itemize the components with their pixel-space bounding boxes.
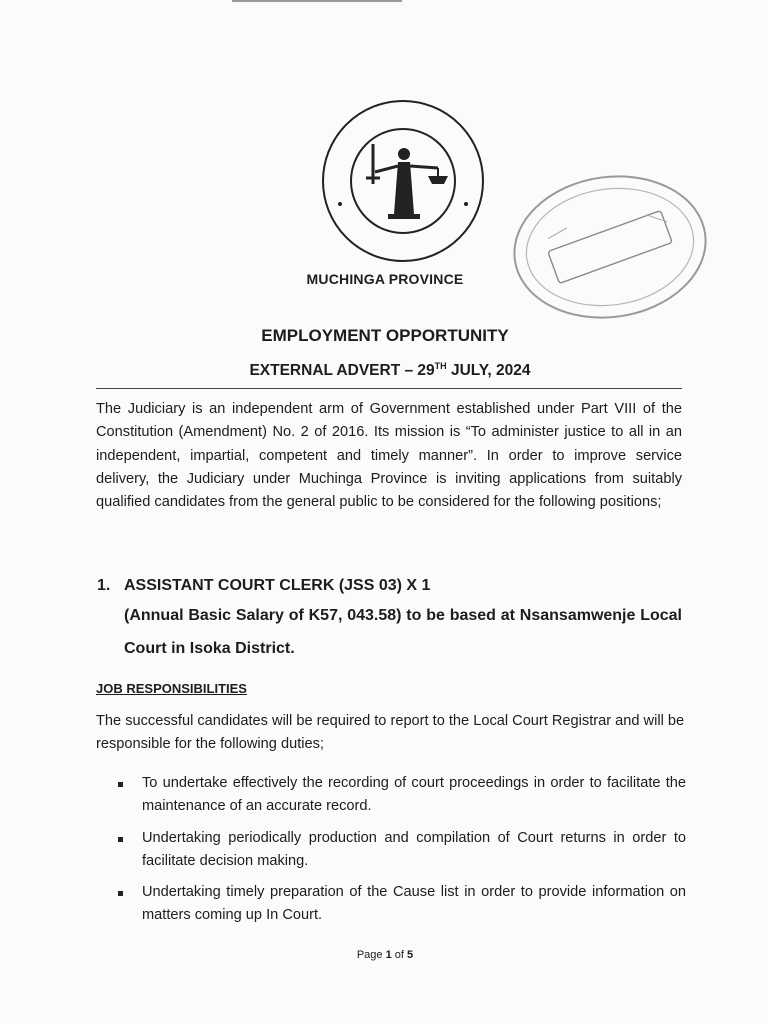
- duty-text: Undertaking timely preparation of the Cause list in order to provide information on matters coming up In Court.: [142, 884, 686, 924]
- judiciary-seal-logo: [318, 96, 488, 266]
- page-title: EMPLOYMENT OPPORTUNITY: [261, 326, 509, 345]
- position-number: 1.: [97, 577, 111, 594]
- advert-date-suffix: JULY, 2024: [446, 362, 531, 380]
- bullet-icon: [118, 837, 123, 842]
- duty-text: Undertaking periodically production and compilation of Court returns in order to facilitate decision making.: [142, 829, 686, 869]
- page-total: 5: [407, 949, 414, 961]
- position-title: ASSISTANT COURT CLERK (JSS 03) X 1: [124, 577, 431, 594]
- advert-date: [205, 361, 575, 380]
- page-number: [330, 949, 440, 961]
- received-stamp: [501, 159, 720, 335]
- page-of: of: [394, 949, 404, 961]
- bullet-icon: [118, 891, 123, 896]
- advert-date-prefix: EXTERNAL ADVERT – 29: [249, 362, 435, 380]
- list-item: [118, 827, 686, 874]
- list-item: [118, 772, 686, 819]
- responsibilities-intro: The successful candidates will be required to report to the Local Court Registrar and will be responsible for the following duties;: [96, 713, 685, 753]
- top-rule: [232, 0, 402, 2]
- intro-paragraph: The Judiciary is an independent arm of Government established under Part VIII of the Constitution (Amendment) No. 2 of 2016. Its mission is “To administer justice to all in an independent, impartial, competent and timely manner”. In order to improve service delivery, the Judiciary under Muchinga Province is inviting applications from suitably qualified candidates from the general public to be considered for the following positions;: [96, 401, 682, 511]
- page-label: Page: [356, 949, 383, 961]
- duty-text: To undertake effectively the recording of court proceedings in order to facilitate the maintenance of an accurate record.: [142, 775, 686, 815]
- bullet-icon: [118, 782, 123, 787]
- duties-list: [118, 772, 686, 936]
- advert-date-ordinal: TH: [434, 361, 447, 371]
- responsibilities-heading: JOB RESPONSIBILITIES: [96, 681, 247, 696]
- position-salary-location: (Annual Basic Salary of K57, 043.58) to be based at Nsansamwenje Local Court in Isoka District.: [124, 607, 682, 657]
- page-current: 1: [385, 949, 392, 961]
- province-name: MUCHINGA PROVINCE: [306, 271, 464, 287]
- list-item: [118, 881, 686, 928]
- header-divider: [96, 388, 682, 389]
